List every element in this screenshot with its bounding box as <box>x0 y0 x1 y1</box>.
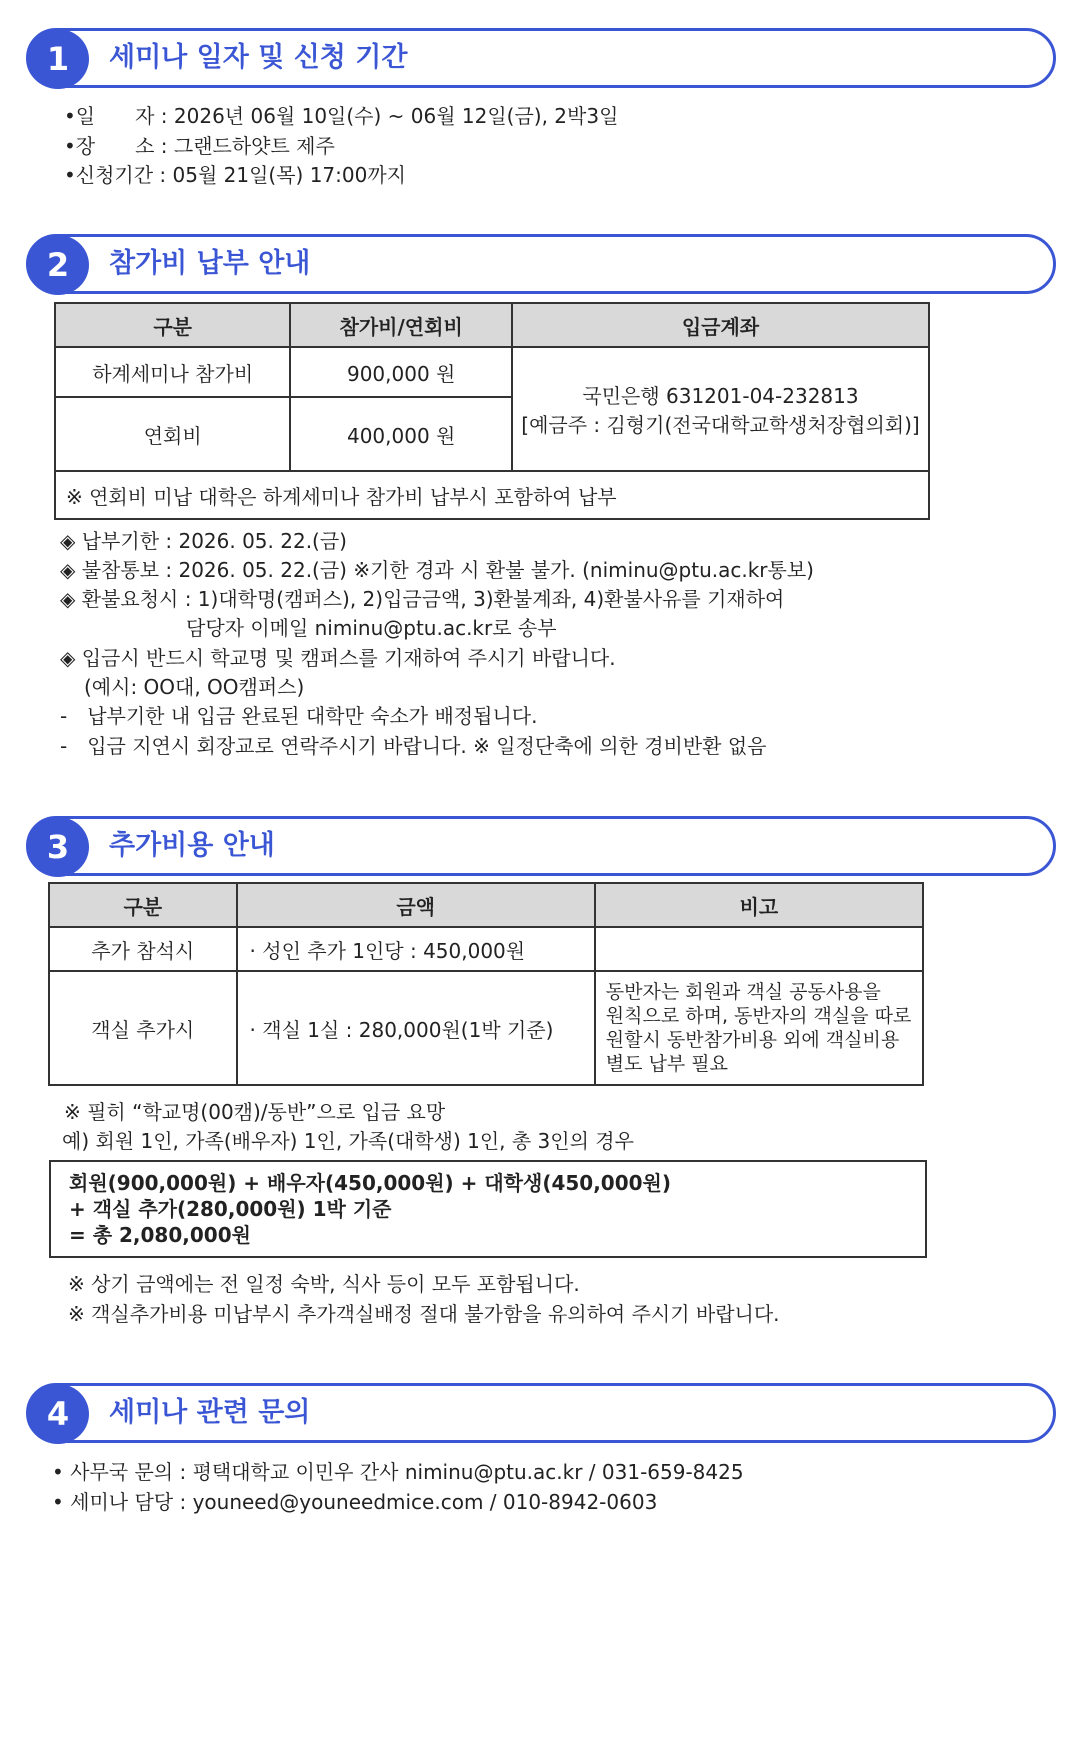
room-note-line: 별도 납부 필요 <box>605 1053 729 1075</box>
room-note-line: 동반자는 회원과 객실 공동사용을 <box>605 981 881 1003</box>
extra-row-note <box>595 927 923 971</box>
fee-row-label: 하계세미나 참가비 <box>55 347 290 397</box>
fee-table <box>54 302 930 520</box>
section-2-number: 2 <box>27 235 89 295</box>
fee-row-amount: 400,000 원 <box>290 397 512 471</box>
fee-header-amount: 참가비/연회비 <box>290 303 512 347</box>
inclusion-note: ※ 상기 금액에는 전 일정 숙박, 식사 등이 모두 포함됩니다. <box>68 1272 580 1296</box>
bullet: • <box>64 163 76 187</box>
calc-line-1: 회원(900,000원) + 배우자(450,000원) + 대학생(450,000원) <box>69 1171 672 1195</box>
calc-example-intro: 예) 회원 1인, 가족(배우자) 1인, 가족(대학생) 1인, 총 3인의 경우 <box>62 1129 634 1153</box>
bank-account-holder: [예금주 : 김형기(전국대학교학생처장협의회)] <box>521 413 920 437</box>
deposit-instruction: ◈ 입금시 반드시 학교명 및 캠퍼스를 기재하여 주시기 바랍니다. <box>60 646 616 670</box>
bullet: • <box>64 134 76 158</box>
schedule-date <box>64 100 618 129</box>
refund-request: ◈ 환불요청시 : 1)대학명(캠퍼스), 2)입금금액, 3)환불계좌, 4)환불사유를 기재하여 <box>60 587 785 611</box>
deposit-example: (예시: OO대, OO캠퍼스) <box>84 675 305 699</box>
refund-email: 담당자 이메일 niminu@ptu.ac.kr로 송부 <box>186 616 557 640</box>
fee-header-category: 구분 <box>55 303 290 347</box>
fee-row-label: 연회비 <box>55 397 290 471</box>
place-value: : 그랜드하얏트 제주 <box>154 134 335 158</box>
late-payment-note: - 입금 지연시 회장교로 연락주시기 바랍니다. ※ 일정단축에 의한 경비반환 없음 <box>60 734 767 758</box>
section-2-header <box>26 234 1056 294</box>
calc-example-box <box>49 1160 927 1258</box>
extra-header-category: 구분 <box>49 883 237 927</box>
section-3-number: 3 <box>27 817 89 877</box>
deposit-name-note: ※ 필히 “학교명(00캠)/동반”으로 입금 요망 <box>64 1100 446 1124</box>
section-4-title: 세미나 관련 문의 <box>109 1397 311 1428</box>
room-row-note <box>595 971 923 1085</box>
schedule-apply-period <box>64 159 406 188</box>
secretariat-contact: • 사무국 문의 : 평택대학교 이민우 간사 niminu@ptu.ac.kr / 031-659-8425 <box>52 1460 744 1484</box>
place-label: 장 소 <box>75 134 155 158</box>
calc-line-2: + 객실 추가(280,000원) 1박 기준 <box>69 1197 392 1221</box>
section-2-title: 참가비 납부 안내 <box>109 248 311 279</box>
room-payment-warning: ※ 객실추가비용 미납부시 추가객실배정 절대 불가함을 유의하여 주시기 바랍니다. <box>68 1302 780 1326</box>
room-assignment-note: - 납부기한 내 입금 완료된 대학만 숙소가 배정됩니다. <box>60 704 538 728</box>
fee-footnote: ※ 연회비 미납 대학은 하계세미나 참가비 납부시 포함하여 납부 <box>55 471 929 519</box>
section-1-title: 세미나 일자 및 신청 기간 <box>109 42 408 73</box>
schedule-place <box>64 130 335 159</box>
calc-line-3: = 총 2,080,000원 <box>69 1223 251 1247</box>
cancellation-notice: ◈ 불참통보 : 2026. 05. 22.(금) ※기한 경과 시 환불 불가. (niminu@ptu.ac.kr통보) <box>60 558 814 582</box>
extra-cost-table <box>48 882 924 1086</box>
payment-deadline: ◈ 납부기한 : 2026. 05. 22.(금) <box>60 529 347 553</box>
section-4-number: 4 <box>27 1384 89 1444</box>
extra-header-amount: 금액 <box>237 883 595 927</box>
section-3-header <box>26 816 1056 876</box>
room-note-line: 원칙으로 하며, 동반자의 객실을 따로 <box>605 1005 912 1027</box>
section-1-header <box>26 28 1056 88</box>
fee-header-account: 입금계좌 <box>512 303 929 347</box>
extra-row-label: 추가 참석시 <box>49 927 237 971</box>
section-3-title: 추가비용 안내 <box>109 830 275 861</box>
seminar-contact: • 세미나 담당 : youneed@youneedmice.com / 010-8942-0603 <box>52 1490 658 1514</box>
extra-row-amount: · 성인 추가 1인당 : 450,000원 <box>237 927 595 971</box>
date-label: 일 자 <box>75 104 155 128</box>
room-note-line: 원할시 동반참가비용 외에 객실비용 <box>605 1029 900 1051</box>
bank-account-number: 국민은행 631201-04-232813 <box>582 384 859 408</box>
fee-row-amount: 900,000 원 <box>290 347 512 397</box>
room-row-label: 객실 추가시 <box>49 971 237 1085</box>
section-1-number: 1 <box>27 29 89 89</box>
bank-account-cell <box>512 347 929 471</box>
bullet: • <box>64 104 76 128</box>
section-4-header <box>26 1383 1056 1443</box>
room-row-amount: · 객실 1실 : 280,000원(1박 기준) <box>237 971 595 1085</box>
extra-header-note: 비고 <box>595 883 923 927</box>
date-value: : 2026년 06월 10일(수) ~ 06월 12일(금), 2박3일 <box>154 104 619 128</box>
apply-value: : 05월 21일(목) 17:00까지 <box>153 163 406 187</box>
apply-label: 신청기간 <box>75 163 154 187</box>
